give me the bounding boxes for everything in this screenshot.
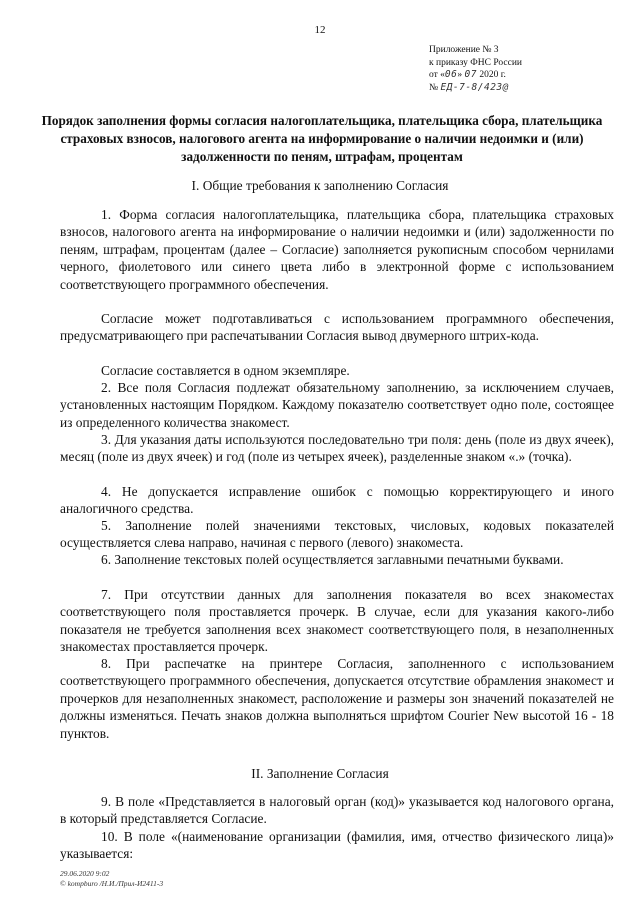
appendix-line-1: Приложение № 3 — [429, 45, 499, 55]
date-month: 07 — [464, 69, 477, 80]
date-day: 06 — [444, 69, 458, 80]
section-1-heading: I. Общие требования к заполнению Согласия — [191, 178, 449, 193]
paragraph-1c: Согласие составляется в одном экземпляре. — [101, 363, 350, 378]
paragraph-5: 5. Заполнение полей значениями текстовых, числовых, кодовых показателей осуществляется слева направо, начиная с первого (левого) знакоместа. — [60, 518, 614, 551]
footer-timestamp: 29.06.2020 9:02 — [60, 869, 110, 878]
paragraph-10: 10. В поле «(наименование организации (фамилия, имя, отчество физического лица)» указывается: — [60, 829, 614, 862]
footer-stamp — [60, 869, 163, 889]
date-prefix: от « — [429, 70, 445, 80]
appendix-date — [429, 69, 522, 82]
paragraph-9: 9. В поле «Представляется в налоговый орган (код)» указывается код налогового органа, в который представляется Согласие. — [60, 794, 614, 827]
section-2-heading: II. Заполнение Согласия — [251, 766, 389, 781]
paragraph-8: 8. При распечатке на принтере Согласия, заполненного с использованием соответствующего программного обеспечения, допускается отсутствие обрамления знакомест и прочерков для незаполненных знакомест, расположение и размеры зон значений показателей не должны изменяться. Печать знаков должна выполняться шрифтом Courier New высотой 16 - 18 пунктов. — [60, 656, 614, 741]
number-prefix: № — [429, 82, 441, 93]
date-year: 2020 г. — [476, 70, 506, 80]
order-number: ЕД-7-8/423@ — [440, 81, 509, 93]
paragraph-7: 7. При отсутствии данных для заполнения показателя во всех знакоместах соответствующего поля проставляется прочерк. В случае, если для указания какого-либо показателя не требуется заполнения всех знакомест соответствующего поля, в незаполненных знакоместах проставляется прочерк. — [60, 587, 614, 655]
appendix-number — [429, 82, 522, 95]
date-mid: » — [457, 70, 465, 80]
appendix-line-2: к приказу ФНС России — [429, 57, 522, 68]
document-title: Порядок заполнения формы согласия налогоплательщика, плательщика сбора, плательщика страховых взносов, налогового агента на информирование о наличии недоимки и (или) задолженности по пеням, штрафам, процентам — [41, 113, 603, 164]
paragraph-6: 6. Заполнение текстовых полей осуществляется заглавными печатными буквами. — [101, 552, 564, 567]
page-number: 12 — [314, 24, 326, 36]
appendix-block — [429, 44, 522, 94]
paragraph-1b: Согласие может подготавливаться с использованием программного обеспечения, предусматривающего при распечатывании Согласия вывод двумерного штрих-кода. — [60, 311, 614, 344]
paragraph-4: 4. Не допускается исправление ошибок с помощью корректирующего и иного аналогичного средства. — [60, 484, 614, 517]
paragraph-2: 2. Все поля Согласия подлежат обязательному заполнению, за исключением случаев, установленных настоящим Порядком. Каждому показателю соответствует одно поле, состоящее из определенного количества знакомест. — [60, 380, 614, 430]
paragraph-1: 1. Форма согласия налогоплательщика, плательщика сбора, плательщика страховых взносов, налогового агента на информирование о наличии недоимки и (или) задолженности по пеням, штрафам, процентам (далее – Согласие) заполняется рукописным способом чернилами черного, фиолетового или синего цвета либо в электронной форме с использованием соответствующего программного обеспечения. — [60, 207, 614, 292]
paragraph-3: 3. Для указания даты используются последовательно три поля: день (поле из двух ячеек), месяц (поле из двух ячеек) и год (поле из четырех ячеек), разделенные знаком «.» (точка). — [60, 432, 614, 465]
footer-file-ref: © kompburo /Н.И./Прил-И2411-3 — [60, 879, 164, 888]
